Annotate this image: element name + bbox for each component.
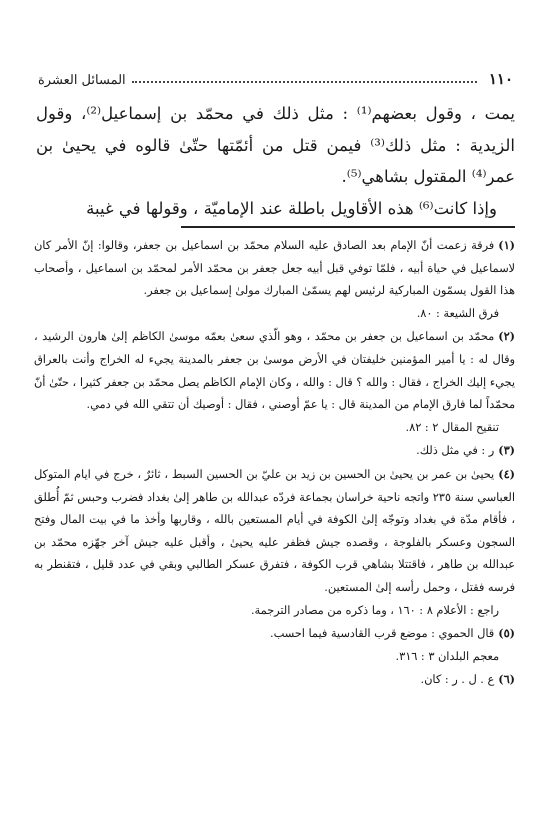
footnote-source: راجع : الأعلام ٨ : ١٦٠ ، وما ذكره من مصادر الترجمة.: [250, 603, 499, 617]
footnote-text: قال الحموي : موضع قرب القادسية فيما احسب.: [270, 627, 495, 641]
footnote-text: محمّد بن اسماعيل بن جعفر بن محمّد ، وهو الّذي سعىٰ بعمّه موسىٰ الكاظم إلىٰ هارون الرشيد ، وقال له : يا أمير المؤمنين خليفتان في الأرض موسىٰ بن جعفر بالمدينة يجيء له الخراج وأنت بالعراق يجيء إليك الخراج ، فقال : والله ؟ قال : والله ، وكان الإمام الكاظم يصل محمّد بن جعفر كثيرا ، حتّىٰ أنّ محمّداً لما فارق الإمام من المدينة قال : يا عمّ أوصني ، فقال : أوصيك أن تتقي الله في دمي.: [34, 330, 515, 412]
footnote-number: (٤): [498, 466, 515, 481]
footnote-number: (٥): [498, 626, 515, 641]
footnote-5: [34, 622, 515, 668]
main-text: [36, 98, 515, 224]
footnote-number: (٣): [498, 443, 515, 458]
footnote-text: ر : في مثل ذلك.: [416, 444, 495, 458]
main-paragraph-1: يمت ، وقول بعضهم⁽¹⁾ : مثل ذلك في محمّد بن إسماعيل⁽²⁾، وقول الزيدية : مثل ذلك⁽³⁾ فيمن قتل من أئمّتها حتّىٰ قالوه في يحيىٰ بن عمر⁽⁴⁾ المقتول بشاهي⁽⁵⁾.: [36, 104, 515, 186]
footnote-source: معجم البلدان ٣ : ٣١٦.: [395, 649, 499, 663]
footnote-number: (٢): [498, 329, 515, 344]
footnote-2: [34, 325, 515, 439]
footnote-6: [34, 668, 515, 692]
footnote-text: ع . ل . ر : كان.: [420, 673, 495, 687]
footnote-number: (٦): [498, 672, 515, 687]
footnote-4: [34, 463, 515, 622]
footnote-1: [34, 234, 515, 325]
footnote-text: فرقة زعمت أنّ الإمام بعد الصادق عليه السلام محمّد بن اسماعيل بن جعفر، وقالوا: إنّ الأمر كان لاسماعيل في حياة أبيه ، فلمّا توفي قبل أبيه جعل جعفر بن محمّد الأمر لمحمّد بن اسماعيل ، وأصحاب هذا القول يسمّون المباركية لرئيس لهم يسمّىٰ المبارك مولىٰ إسماعيل بن جعفر.: [34, 239, 515, 298]
footnote-number: (١): [498, 238, 515, 252]
footnote-text: يحيىٰ بن عمر بن يحيىٰ بن الحسين بن زيد بن عليّ بن الحسين السبط ، ثائرٌ ، خرج في ايام المتوكل العباسي سنة ٢٣٥ واتجه ناحية خراسان بجماعة فردّه عبدالله بن طاهر إلىٰ بغداد فضرب وحبس ثمّ أُطلق ، فأقام مدّة في بغداد وتوجّه إلىٰ الكوفة في أيام المستعين بالله ، وقاربها وأخذ ما في بيت المال وفتح السجون وعسكر بالفلوجة ، وقصده جيش فظفر عليه يحيىٰ ، وأقبل عليه جيش آخر جهّزه محمّد بن عبدالله بن طاهر ، فاقتتلا بشاهي قرب الكوفة ، فتفرق عسكر الطالبي وبقي في عدد قليل ، فتقنطر به فرسه فقتل ، وحمل رأسه إلىٰ المستعين.: [34, 467, 515, 594]
footnotes: [34, 234, 515, 692]
footnote-source: تنقيح المقال ٢ : ٨٢.: [405, 420, 499, 434]
running-title: المسائل العشرة: [38, 73, 126, 88]
footnote-3: [34, 439, 515, 463]
main-paragraph-2: وإذا كانت⁽⁶⁾ هذه الأقاويل باطلة عند الإماميّة ، وقولها في غيبة: [86, 198, 497, 218]
page-number: ١١٠: [488, 70, 513, 88]
page-header: [38, 64, 513, 88]
header-dotted-leader: [132, 81, 477, 83]
footnote-source: فرق الشيعة : ٨٠.: [416, 306, 499, 320]
footnote-separator: [181, 226, 515, 228]
